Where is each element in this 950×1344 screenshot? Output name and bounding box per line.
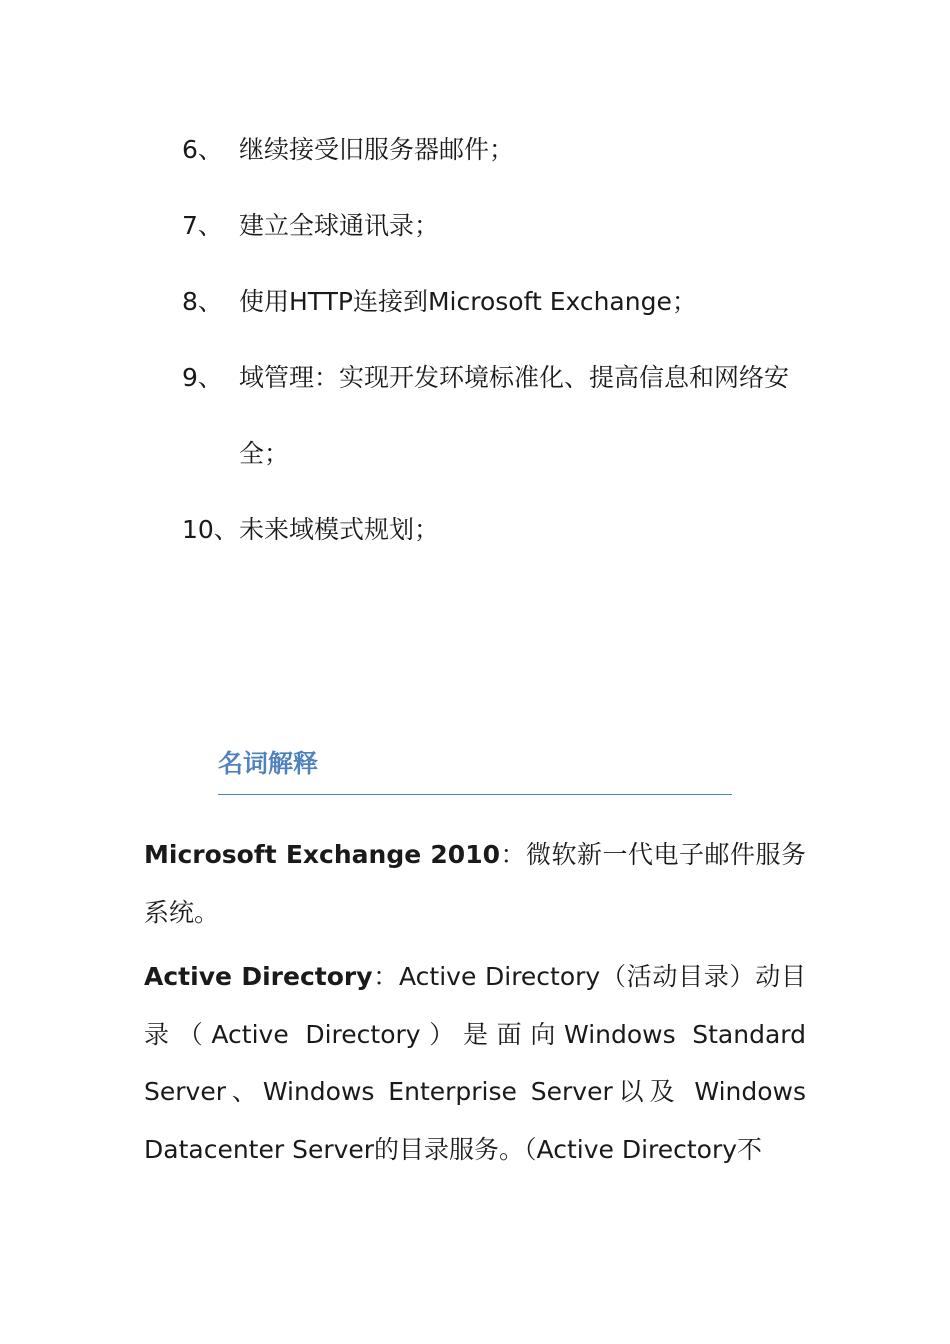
definition-separator: ： bbox=[372, 962, 399, 991]
list-item bbox=[182, 340, 812, 492]
list-item bbox=[182, 492, 812, 568]
list-text: 未来域模式规划； bbox=[239, 515, 440, 544]
definition-paragraph bbox=[144, 948, 806, 1178]
section-heading: 名词解释 bbox=[218, 749, 319, 778]
section-divider bbox=[218, 794, 732, 795]
definition-paragraph bbox=[144, 826, 806, 942]
list-text: 继续接受旧服务器邮件； bbox=[239, 135, 515, 164]
list-item bbox=[182, 188, 812, 264]
definition-separator: ： bbox=[499, 840, 526, 869]
list-number: 10、 bbox=[182, 515, 239, 544]
list-number: 9、 bbox=[182, 363, 223, 392]
list-number: 8、 bbox=[182, 287, 223, 316]
definition-text: Active Directory（活动目录）动目录（Active Directory）是面向Windows Standard Server、Windows Enterprise Server以及 Windows Datacenter Server的目录服务。（Active Directory不 bbox=[144, 962, 806, 1164]
list-text: 建立全球通讯录； bbox=[239, 211, 440, 240]
list-number: 7、 bbox=[182, 211, 223, 240]
list-text: 域管理：实现开发环境标准化、提高信息和网络安全； bbox=[239, 363, 790, 468]
list-item bbox=[182, 112, 812, 188]
definition-term: Active Directory bbox=[144, 962, 373, 991]
list-number: 6、 bbox=[182, 135, 223, 164]
definition-text: 微软新一代电子邮件服务系统。 bbox=[144, 840, 806, 927]
list-item bbox=[182, 264, 812, 340]
definition-term: Microsoft Exchange 2010 bbox=[144, 840, 500, 869]
list-text: 使用HTTP连接到Microsoft Exchange； bbox=[239, 287, 697, 316]
